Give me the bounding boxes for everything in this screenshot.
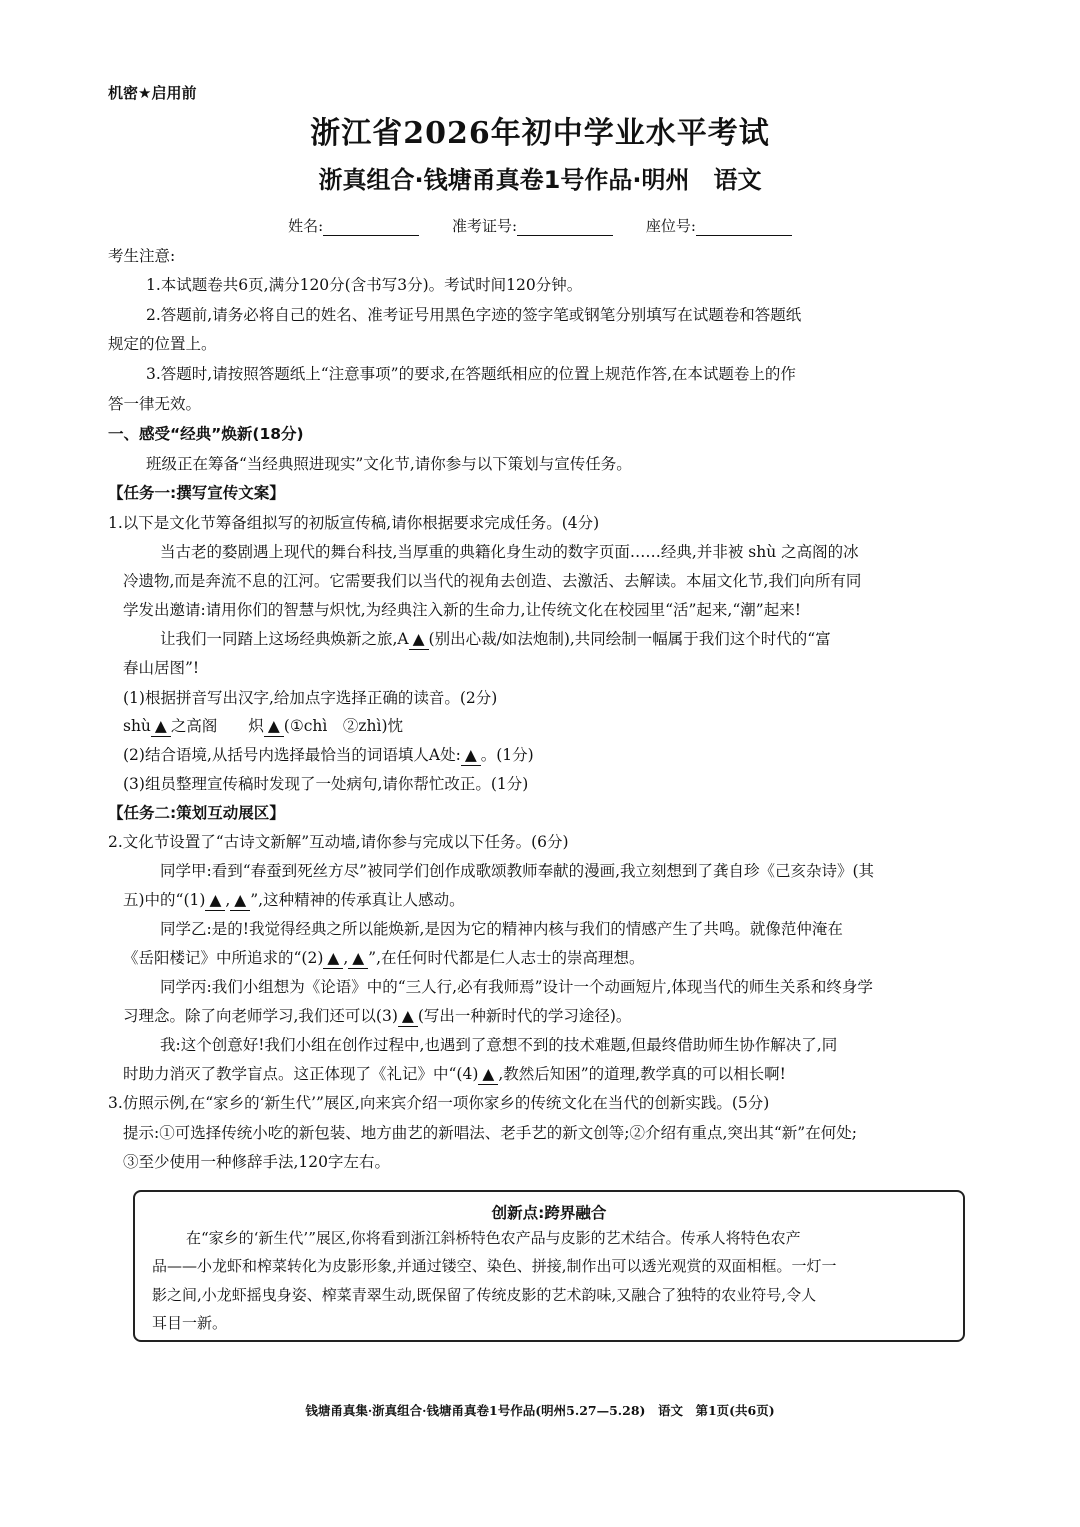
question-1-3: (3)组员整理宣传稿时发现了一处病句,请你帮忙改正。(1分) <box>123 775 529 793</box>
answer-blank: ▲ <box>323 948 343 969</box>
question-2: 2.文化节设置了“古诗文新解”互动墙,请你参与完成以下任务。(6分) <box>108 833 569 851</box>
notice-line: 规定的位置上。 <box>108 335 217 353</box>
passage-line: 春山居图”! <box>123 659 200 677</box>
answer-blank: ▲ <box>409 629 429 650</box>
answer-blank: ▲ <box>264 716 284 737</box>
name-field: 姓名: <box>288 215 419 236</box>
answer-blank: ▲ <box>398 1006 418 1027</box>
exam-no-field: 准考证号: <box>452 215 613 236</box>
passage-line: 冷遗物,而是奔流不息的江河。它需要我们以当代的视角去创造、去激活、去解读。本届文化节,我们向所有同 <box>123 572 862 590</box>
seat-field: 座位号: <box>646 215 792 236</box>
question-1-2: (2)结合语境,从括号内选择最恰当的词语填人A处: ▲ 。(1分) <box>123 746 534 764</box>
dialogue-line: 时助力消灭了教学盲点。这正体现了《礼记》中“(4) ▲ ,教然后知困”的道理,教学真的可以相长啊! <box>123 1065 786 1083</box>
notice-heading: 考生注意: <box>108 247 176 265</box>
example-box-title: 创新点:跨界融合 <box>491 1204 607 1222</box>
notice-line: 2.答题前,请务必将自己的姓名、准考证号用黑色字迹的签字笔或钢笔分别填写在试题卷和答题纸 <box>146 306 802 324</box>
section-heading: 一、感受“经典”焕新(18分) <box>108 425 304 443</box>
dialogue-line: 《岳阳楼记》中所追求的“(2) ▲ , ▲ ”,在任何时代都是仁人志士的崇高理想。 <box>123 949 645 967</box>
dialogue-line: 同学丙:我们小组想为《论语》中的“三人行,必有我师焉”设计一个动画短片,体现当代的师生关系和终身学 <box>160 978 873 996</box>
section-intro: 班级正在筹备“当经典照进现实”文化节,请你参与以下策划与宣传任务。 <box>146 455 632 473</box>
answer-blank: ▲ <box>205 890 225 911</box>
dialogue-line: 同学乙:是的!我觉得经典之所以能焕新,是因为它的精神内核与我们的情感产生了共鸣。就像范仲淹在 <box>160 920 843 938</box>
tip-line: 提示:①可选择传统小吃的新包装、地方曲艺的新唱法、老手艺的新文创等;②介绍有重点,突出其“新”在何处; <box>123 1124 857 1142</box>
task-heading: 【任务二:策划互动展区】 <box>108 804 285 822</box>
answer-blank: ▲ <box>151 716 171 737</box>
example-line: 影之间,小龙虾摇曳身姿、榨菜青翠生动,既保留了传统皮影的艺术韵味,又融合了独特的农业符号,令人 <box>152 1286 817 1304</box>
question-3: 3.仿照示例,在“家乡的‘新生代’”展区,向来宾介绍一项你家乡的传统文化在当代的创新实践。(5分) <box>108 1094 770 1112</box>
question-1-1: (1)根据拼音写出汉字,给加点字选择正确的读音。(2分) <box>123 689 498 707</box>
task-heading: 【任务一:撰写宣传文案】 <box>108 484 285 502</box>
passage-line: 让我们一同踏上这场经典焕新之旅,A ▲ (别出心裁/如法炮制),共同绘制一幅属于我们这个时代的“富 <box>160 630 831 648</box>
answer-blank: ▲ <box>348 948 368 969</box>
page-footer: 钱塘甬真集·浙真组合·钱塘甬真卷1号作品(明州5.27—5.28) 语文 第1页(共6页) <box>305 1403 775 1418</box>
question-1-1-items: shù ▲ 之高阁 炽 ▲ (①chì ②zhì)忱 <box>123 717 403 735</box>
dialogue-line: 习理念。除了向老师学习,我们还可以(3) ▲ (写出一种新时代的学习途径)。 <box>123 1007 632 1025</box>
notice-line: 1.本试题卷共6页,满分120分(含书写3分)。考试时间120分钟。 <box>146 276 583 294</box>
passage-line: 学发出邀请:请用你们的智慧与炽忱,为经典注入新的生命力,让传统文化在校园里“活”起来,“潮”起来! <box>123 601 801 619</box>
name-blank <box>323 219 419 236</box>
passage-line: 当古老的婺剧遇上现代的舞台科技,当厚重的典籍化身生动的数字页面……经典,并非被 shù 之高阁的冰 <box>160 543 859 561</box>
exam-no-blank <box>517 219 613 236</box>
example-line: 在“家乡的‘新生代’”展区,你将看到浙江斜桥特色农产品与皮影的艺术结合。传承人将特色农产 <box>186 1229 801 1247</box>
notice-line: 3.答题时,请按照答题纸上“注意事项”的要求,在答题纸相应的位置上规范作答,在本试题卷上的作 <box>146 365 796 383</box>
dialogue-line: 五)中的“(1) ▲ , ▲ ”,这种精神的传承真让人感动。 <box>123 891 465 909</box>
answer-blank: ▲ <box>478 1064 498 1085</box>
example-line: 品——小龙虾和榨菜转化为皮影形象,并通过镂空、染色、拼接,制作出可以透光观赏的双面相框。一灯一 <box>152 1257 837 1275</box>
seat-blank <box>696 219 792 236</box>
exam-subtitle: 浙真组合·钱塘甬真卷1号作品·明州 语文 <box>318 166 762 194</box>
answer-blank: ▲ <box>461 745 481 766</box>
exam-title: 浙江省2026年初中学业水平考试 <box>310 116 770 151</box>
candidate-fields <box>0 215 1080 236</box>
notice-line: 答一律无效。 <box>108 395 202 413</box>
answer-blank: ▲ <box>230 890 250 911</box>
dialogue-line: 我:这个创意好!我们小组在创作过程中,也遇到了意想不到的技术难题,但最终借助师生协作解决了,同 <box>160 1036 838 1054</box>
example-line: 耳目一新。 <box>152 1314 228 1332</box>
confidential-mark: 机密★启用前 <box>108 84 197 102</box>
tip-line: ③至少使用一种修辞手法,120字左右。 <box>123 1153 391 1171</box>
question-1: 1.以下是文化节筹备组拟写的初版宣传稿,请你根据要求完成任务。(4分) <box>108 514 600 532</box>
dialogue-line: 同学甲:看到“春蚕到死丝方尽”被同学们创作成歌颂教师奉献的漫画,我立刻想到了龚自珍《己亥杂诗》(其 <box>160 862 875 880</box>
